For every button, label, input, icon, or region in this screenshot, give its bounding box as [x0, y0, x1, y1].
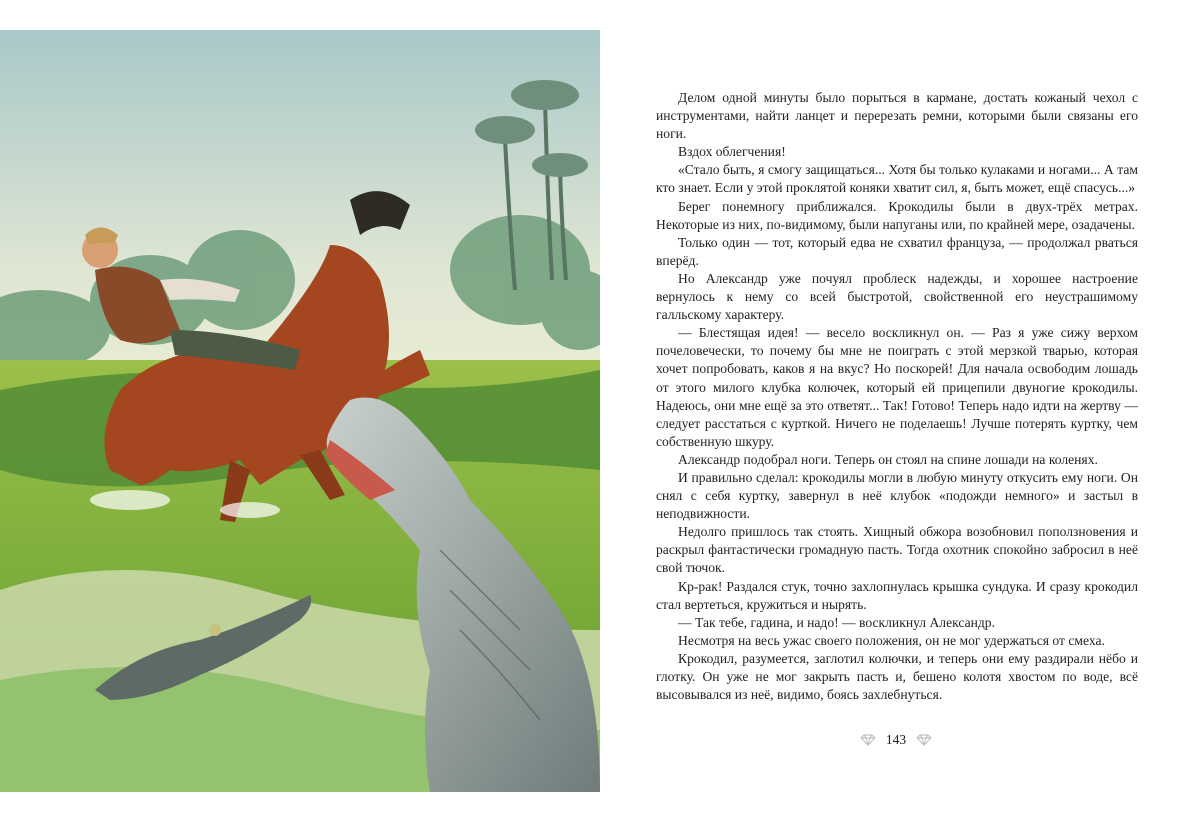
paragraph: Крокодил, разумеется, заглотил колючки, и теперь они ему раздирали нёбо и глотку. Он уже не мог закрыть пасть и, бешено колотя хвостом по воде, всё высовывался из неё, видимо, боясь захлебнуться. — [656, 650, 1138, 703]
paragraph: Но Александр уже почуял проблеск надежды, и хорошее настроение вернулось к нему со всей быстротой, свойственной его неустрашимому галльскому характеру. — [656, 270, 1138, 323]
paragraph: Вздох облегчения! — [678, 144, 786, 160]
paragraph: Несмотря на весь ужас своего положения, он не мог удержаться от смеха. — [678, 632, 1105, 648]
paragraph: Кр-рак! Раздался стук, точно захлопнулась крышка сундука. И сразу крокодил стал вертеться, кружиться и нырять. — [656, 578, 1138, 612]
paragraph: Недолго пришлось так стоять. Хищный обжора возобновил поползновения и раскрыл фантастически громадную пасть. Тогда охотник спокойно забросил в неё свой тючок. — [656, 524, 1138, 576]
paragraph: Берег понемногу приближался. Крокодилы были в двух-трёх метрах. Некоторые из них, по-видимому, были напуганы или, по крайней мере, озадачены. — [656, 198, 1138, 232]
page-number: 143 — [885, 732, 907, 747]
book-text-page — [656, 89, 1138, 704]
paragraph: Только один — тот, который едва не схватил француза, — продолжал рваться вперёд. — [656, 234, 1138, 268]
diamond-icon — [916, 734, 932, 746]
paragraph: — Блестящая идея! — весело воскликнул он. — Раз я уже сижу верхом почеловечески, то почему бы мне не поиграть с этой мерзкой тварью, которая хочет попробовать, каков я на вкус? Но поскорей! Для начала освободим лошадь от этого милого клубка колючек, который ей прицепили двуногие крокодилы. Надеюсь, они мне ещё за это ответят... Так! Готово! Теперь надо идти на жертву — следует расстаться с курткой. Ничего не поделаешь! Лучше потерять куртку, чем собственную шкуру. — [656, 325, 1138, 449]
paragraph: Делом одной минуты было порыться в кармане, достать кожаный чехол с инструментами, найти ланцет и перерезать ремни, которыми были связаны его ноги. — [656, 90, 1138, 142]
paragraph: Александр подобрал ноги. Теперь он стоял на спине лошади на коленях. — [678, 451, 1098, 467]
paragraph: «Стало быть, я смогу защищаться... Хотя бы только кулаками и ногами... А там кто знает. Если у этой проклятой коняки хватит сил, я, быть может, ещё спасусь...» — [656, 162, 1138, 196]
diamond-icon — [860, 734, 876, 746]
paragraph: И правильно сделал: крокодилы могли в любую минуту откусить ему ноги. Он снял с себя куртку, завернул в неё клубок «подожди немного» и застыл в неподвижности. — [656, 469, 1138, 522]
page-footer — [860, 730, 932, 750]
book-illustration — [0, 30, 600, 792]
paragraph: — Так тебе, гадина, и надо! — воскликнул Александр. — [678, 614, 995, 630]
